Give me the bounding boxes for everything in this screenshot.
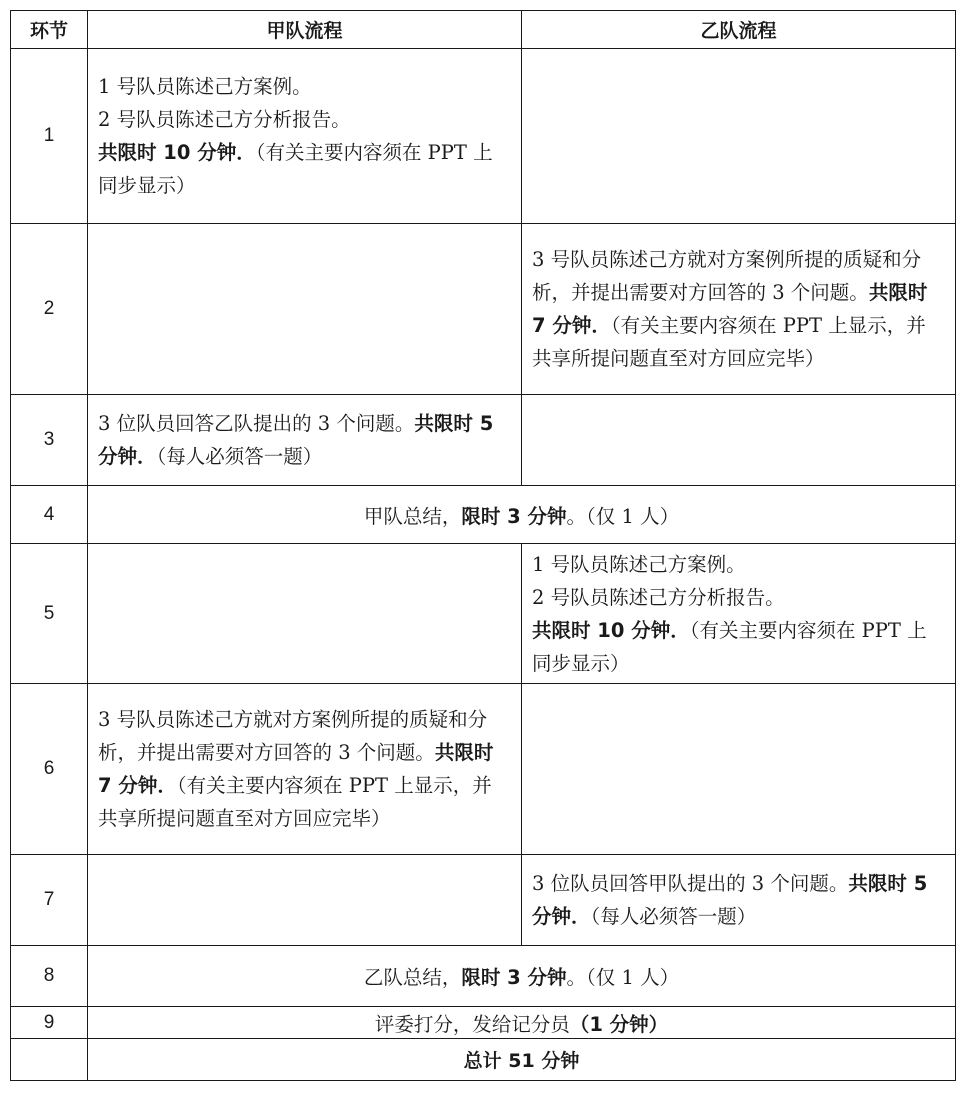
cell-note: （有关主要内容须在 PPT 上同步显示） xyxy=(98,141,493,197)
team-b-cell xyxy=(522,855,956,946)
total-row xyxy=(11,1039,956,1081)
cell-text: 2 号队员陈述己方分析报告。 xyxy=(98,108,351,131)
step-number: 5 xyxy=(11,544,88,684)
table-row xyxy=(11,544,956,684)
time-limit: 限时 3 分钟 xyxy=(461,504,567,528)
team-b-cell xyxy=(522,49,956,224)
merged-cell xyxy=(88,1007,956,1039)
cell-note: 。（仅 1 人） xyxy=(566,504,680,528)
cell-text: 评委打分，发给记分员 xyxy=(374,1012,570,1036)
cell-text: 乙队总结， xyxy=(363,966,462,989)
cell-note: 。（仅 1 人） xyxy=(566,966,680,989)
step-number: 6 xyxy=(11,684,88,855)
team-b-cell xyxy=(522,544,956,684)
table-row xyxy=(11,486,956,544)
time-limit: 共限时 5 分钟． xyxy=(98,412,494,468)
team-b-cell xyxy=(522,395,956,486)
table-row xyxy=(11,49,956,224)
header-team-b: 乙队流程 xyxy=(522,11,956,49)
team-a-cell xyxy=(88,684,522,855)
team-a-cell xyxy=(88,855,522,946)
cell-text: 3 位队员回答甲队提出的 3 个问题。 xyxy=(532,872,849,895)
step-number: 8 xyxy=(11,946,88,1007)
team-b-cell xyxy=(522,684,956,855)
table-row xyxy=(11,946,956,1007)
header-step: 环节 xyxy=(11,11,88,49)
cell-note: （有关主要内容须在 PPT 上显示，并共享所提问题直至对方回应完毕） xyxy=(98,774,492,830)
cell-note: （每人必须答一题） xyxy=(156,445,323,468)
time-limit: 共限时 5 分钟． xyxy=(532,872,928,928)
time-limit: 限时 3 分钟 xyxy=(461,966,567,989)
team-a-cell xyxy=(88,395,522,486)
process-table xyxy=(10,10,956,1081)
team-b-cell xyxy=(522,224,956,395)
cell-note: （有关主要内容须在 PPT 上显示，并共享所提问题直至对方回应完毕） xyxy=(532,314,926,370)
time-limit: 共限时 7 分钟． xyxy=(532,281,928,337)
table-row xyxy=(11,855,956,946)
step-number: 7 xyxy=(11,855,88,946)
header-team-a: 甲队流程 xyxy=(88,11,522,49)
cell-text: 3 位队员回答乙队提出的 3 个问题。 xyxy=(98,412,415,435)
step-number: 3 xyxy=(11,395,88,486)
team-a-cell xyxy=(88,224,522,395)
step-number: 4 xyxy=(11,486,88,544)
header-row xyxy=(11,11,956,49)
table-row xyxy=(11,1007,956,1039)
merged-cell xyxy=(88,946,956,1007)
cell-text: 1 号队员陈述己方案例。 xyxy=(98,75,312,98)
time-limit: 共限时 7 分钟． xyxy=(98,741,494,797)
total-cell: 总计 51 分钟 xyxy=(88,1039,956,1081)
step-number-empty xyxy=(11,1039,88,1081)
team-a-cell xyxy=(88,544,522,684)
cell-text: 3 号队员陈述己方就对方案例所提的质疑和分析，并提出需要对方回答的 3 个问题。 xyxy=(532,248,922,304)
step-number: 1 xyxy=(11,49,88,224)
cell-text: 甲队总结， xyxy=(363,504,462,528)
time-limit: 共限时 10 分钟． xyxy=(532,618,690,642)
cell-text: 1 号队员陈述己方案例。 xyxy=(532,552,746,576)
step-number: 2 xyxy=(11,224,88,395)
time-limit: （1 分钟） xyxy=(569,1012,669,1036)
table-row xyxy=(11,224,956,395)
cell-text: 3 号队员陈述己方就对方案例所提的质疑和分析，并提出需要对方回答的 3 个问题。 xyxy=(98,708,488,764)
table-row xyxy=(11,684,956,855)
cell-note: （每人必须答一题） xyxy=(590,905,757,928)
merged-cell xyxy=(88,486,956,544)
table-row xyxy=(11,395,956,486)
team-a-cell xyxy=(88,49,522,224)
step-number: 9 xyxy=(11,1007,88,1039)
time-limit: 共限时 10 分钟． xyxy=(98,141,256,164)
cell-note: （有关主要内容须在 PPT 上同步显示） xyxy=(532,618,927,675)
cell-text: 2 号队员陈述己方分析报告。 xyxy=(532,585,785,609)
